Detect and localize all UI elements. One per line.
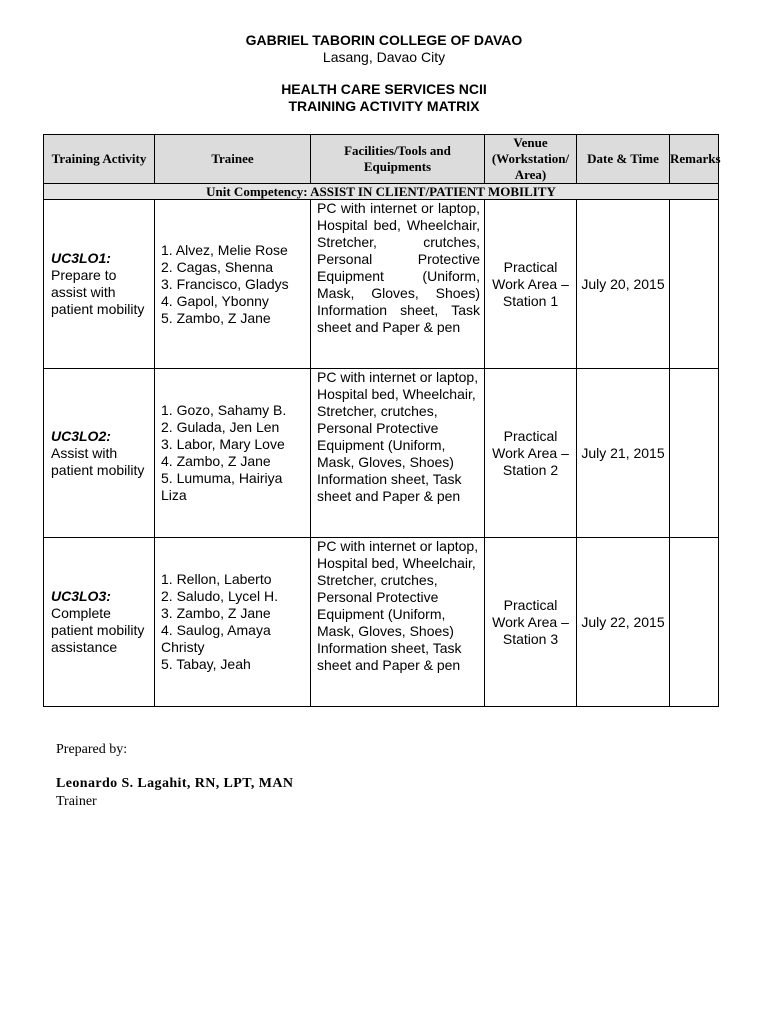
activity-cell: [44, 369, 155, 538]
trainee-name: 2. Saludo, Lycel H.: [161, 588, 278, 604]
trainee-name: 5. Tabay, Jeah: [161, 656, 251, 672]
col-header-datetime: Date & Time: [577, 135, 670, 184]
date-cell: July 22, 2015: [577, 538, 670, 707]
table-row: [44, 538, 719, 707]
trainee-name: 1. Gozo, Sahamy B.: [161, 402, 287, 418]
trainee-name: 1. Alvez, Melie Rose: [161, 241, 288, 258]
col-header-remarks: Remarks: [670, 135, 719, 184]
venue-cell: Practical Work Area – Station 1: [485, 200, 577, 369]
activity-description: Complete patient mobility assistance: [51, 605, 145, 655]
activity-description: Prepare to assist with patient mobility: [51, 267, 145, 317]
trainee-name: 3. Francisco, Gladys: [161, 275, 289, 292]
activity-description: Assist with patient mobility: [51, 444, 145, 478]
remarks-cell: [670, 369, 719, 538]
col-header-facilities: Facilities/Tools and Equipments: [311, 135, 485, 184]
activity-cell: [44, 200, 155, 369]
remarks-cell: [670, 200, 719, 369]
document-header: [0, 32, 768, 115]
trainee-cell: [155, 200, 311, 369]
date-cell: July 20, 2015: [577, 200, 670, 369]
col-header-trainee: Trainee: [155, 135, 311, 184]
trainee-name: 4. Gapol, Ybonny: [161, 292, 269, 309]
trainee-name: 3. Labor, Mary Love: [161, 436, 285, 452]
date-cell: July 21, 2015: [577, 369, 670, 538]
trainee-name: 4. Zambo, Z Jane: [161, 453, 271, 469]
lo-code: UC3LO1:: [51, 250, 111, 266]
trainee-cell: [155, 538, 311, 707]
trainee-name: 2. Cagas, Shenna: [161, 258, 274, 275]
school-name: GABRIEL TABORIN COLLEGE OF DAVAO: [245, 32, 523, 48]
unit-competency: Unit Competency: ASSIST IN CLIENT/PATIENT MOBILITY: [44, 184, 719, 200]
trainee-name: 5. Lumuma, Hairiya Liza: [161, 470, 283, 503]
facilities-cell: PC with internet or laptop, Hospital bed, Wheelchair, Stretcher, crutches, Personal Protective Equipment (Uniform, Mask, Gloves, Shoes) Information sheet, Task sheet and Paper & pen: [311, 538, 485, 707]
facilities-cell: PC with internet or laptop, Hospital bed, Wheelchair, Stretcher, crutches, Personal Protective Equipment (Uniform, Mask, Gloves, Shoes) Information sheet, Task sheet and Paper & pen: [311, 200, 485, 369]
school-location: Lasang, Davao City: [322, 49, 446, 65]
remarks-cell: [670, 538, 719, 707]
training-activity-table: [43, 134, 719, 707]
table-row: [44, 200, 719, 369]
col-header-venue: Venue (Workstation/ Area): [485, 135, 577, 184]
activity-cell: [44, 538, 155, 707]
prepared-by-label: Prepared by:: [56, 742, 128, 757]
signer-role: Trainer: [56, 794, 97, 809]
trainee-name: 3. Zambo, Z Jane: [161, 605, 271, 621]
trainee-name: 4. Saulog, Amaya Christy: [161, 622, 271, 655]
lo-code: UC3LO3:: [51, 588, 111, 604]
col-header-activity: Training Activity: [44, 135, 155, 184]
lo-code: UC3LO2:: [51, 427, 111, 444]
trainee-name: 2. Gulada, Jen Len: [161, 419, 280, 435]
venue-cell: Practical Work Area – Station 3: [485, 538, 577, 707]
trainee-cell: [155, 369, 311, 538]
trainee-name: 5. Zambo, Z Jane: [161, 309, 271, 326]
signer-name: Leonardo S. Lagahit, RN, LPT, MAN: [56, 776, 294, 791]
unit-competency-row: [44, 184, 719, 200]
table-header-row: [44, 135, 719, 184]
venue-cell: Practical Work Area – Station 2: [485, 369, 577, 538]
document-title: TRAINING ACTIVITY MATRIX: [288, 98, 480, 114]
program-title: HEALTH CARE SERVICES NCII: [281, 81, 487, 97]
trainee-name: 1. Rellon, Laberto: [161, 571, 272, 587]
table-row: [44, 369, 719, 538]
facilities-cell: PC with internet or laptop, Hospital bed, Wheelchair, Stretcher, crutches, Personal Protective Equipment (Uniform, Mask, Gloves, Shoes) Information sheet, Task sheet and Paper & pen: [311, 369, 485, 538]
